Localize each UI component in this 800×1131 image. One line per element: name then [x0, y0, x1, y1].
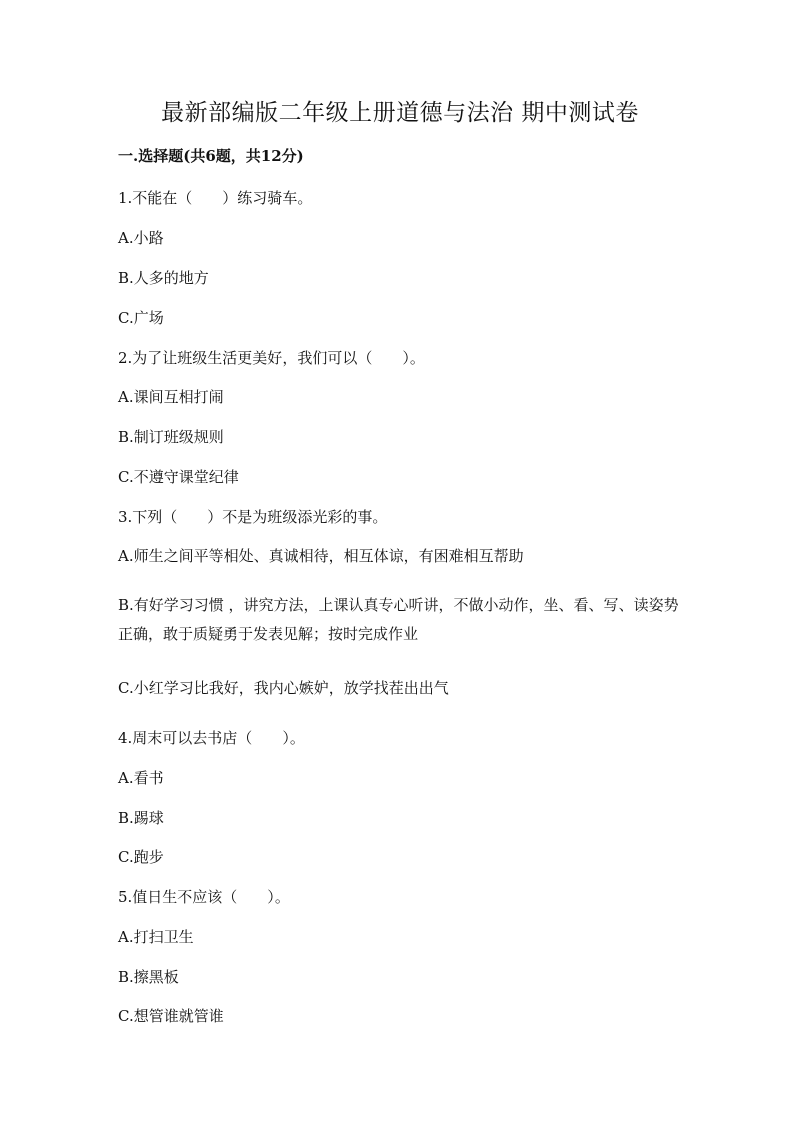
question-4-option-c: C.跑步 [118, 848, 164, 866]
question-2-stem: 2.为了让班级生活更美好，我们可以（ ）。 [118, 349, 425, 367]
question-4-stem: 4.周末可以去书店（ ）。 [118, 729, 305, 747]
question-5-stem: 5.值日生不应该（ ）。 [118, 888, 290, 906]
question-3-option-a: A.师生之间平等相处、真诚相待，相互体谅，有困难相互帮助 [118, 547, 524, 565]
question-1-option-b: B.人多的地方 [118, 269, 209, 287]
question-1-option-c: C.广场 [118, 309, 164, 327]
question-1-stem: 1.不能在（ ）练习骑车。 [118, 189, 313, 207]
question-2-option-c: C.不遵守课堂纪律 [118, 468, 239, 486]
question-1-option-a: A.小路 [118, 229, 164, 247]
question-5-option-a: A.打扫卫生 [118, 928, 194, 946]
question-2-option-b: B.制订班级规则 [118, 428, 224, 446]
question-4-option-a: A.看书 [118, 769, 164, 787]
question-3-stem: 3.下列（ ）不是为班级添光彩的事。 [118, 508, 388, 526]
question-5-option-b: B.擦黑板 [118, 968, 179, 986]
question-3-option-b: B.有好学习习惯 ，讲究方法，上课认真专心听讲，不做小动作，坐、看、写、读姿势正确，敢于质疑勇于发表见解；按时完成作业 [118, 596, 679, 643]
question-3-option-c: C.小红学习比我好，我内心嫉妒，放学找茬出出气 [118, 679, 449, 697]
question-5-option-c: C.想管谁就管谁 [118, 1007, 224, 1025]
question-4-option-b: B.踢球 [118, 809, 164, 827]
page-title: 最新部编版二年级上册道德与法治 期中测试卷 [161, 100, 639, 126]
section-heading: 一.选择题(共6题，共12分) [118, 147, 304, 165]
question-2-option-a: A.课间互相打闹 [118, 388, 224, 406]
